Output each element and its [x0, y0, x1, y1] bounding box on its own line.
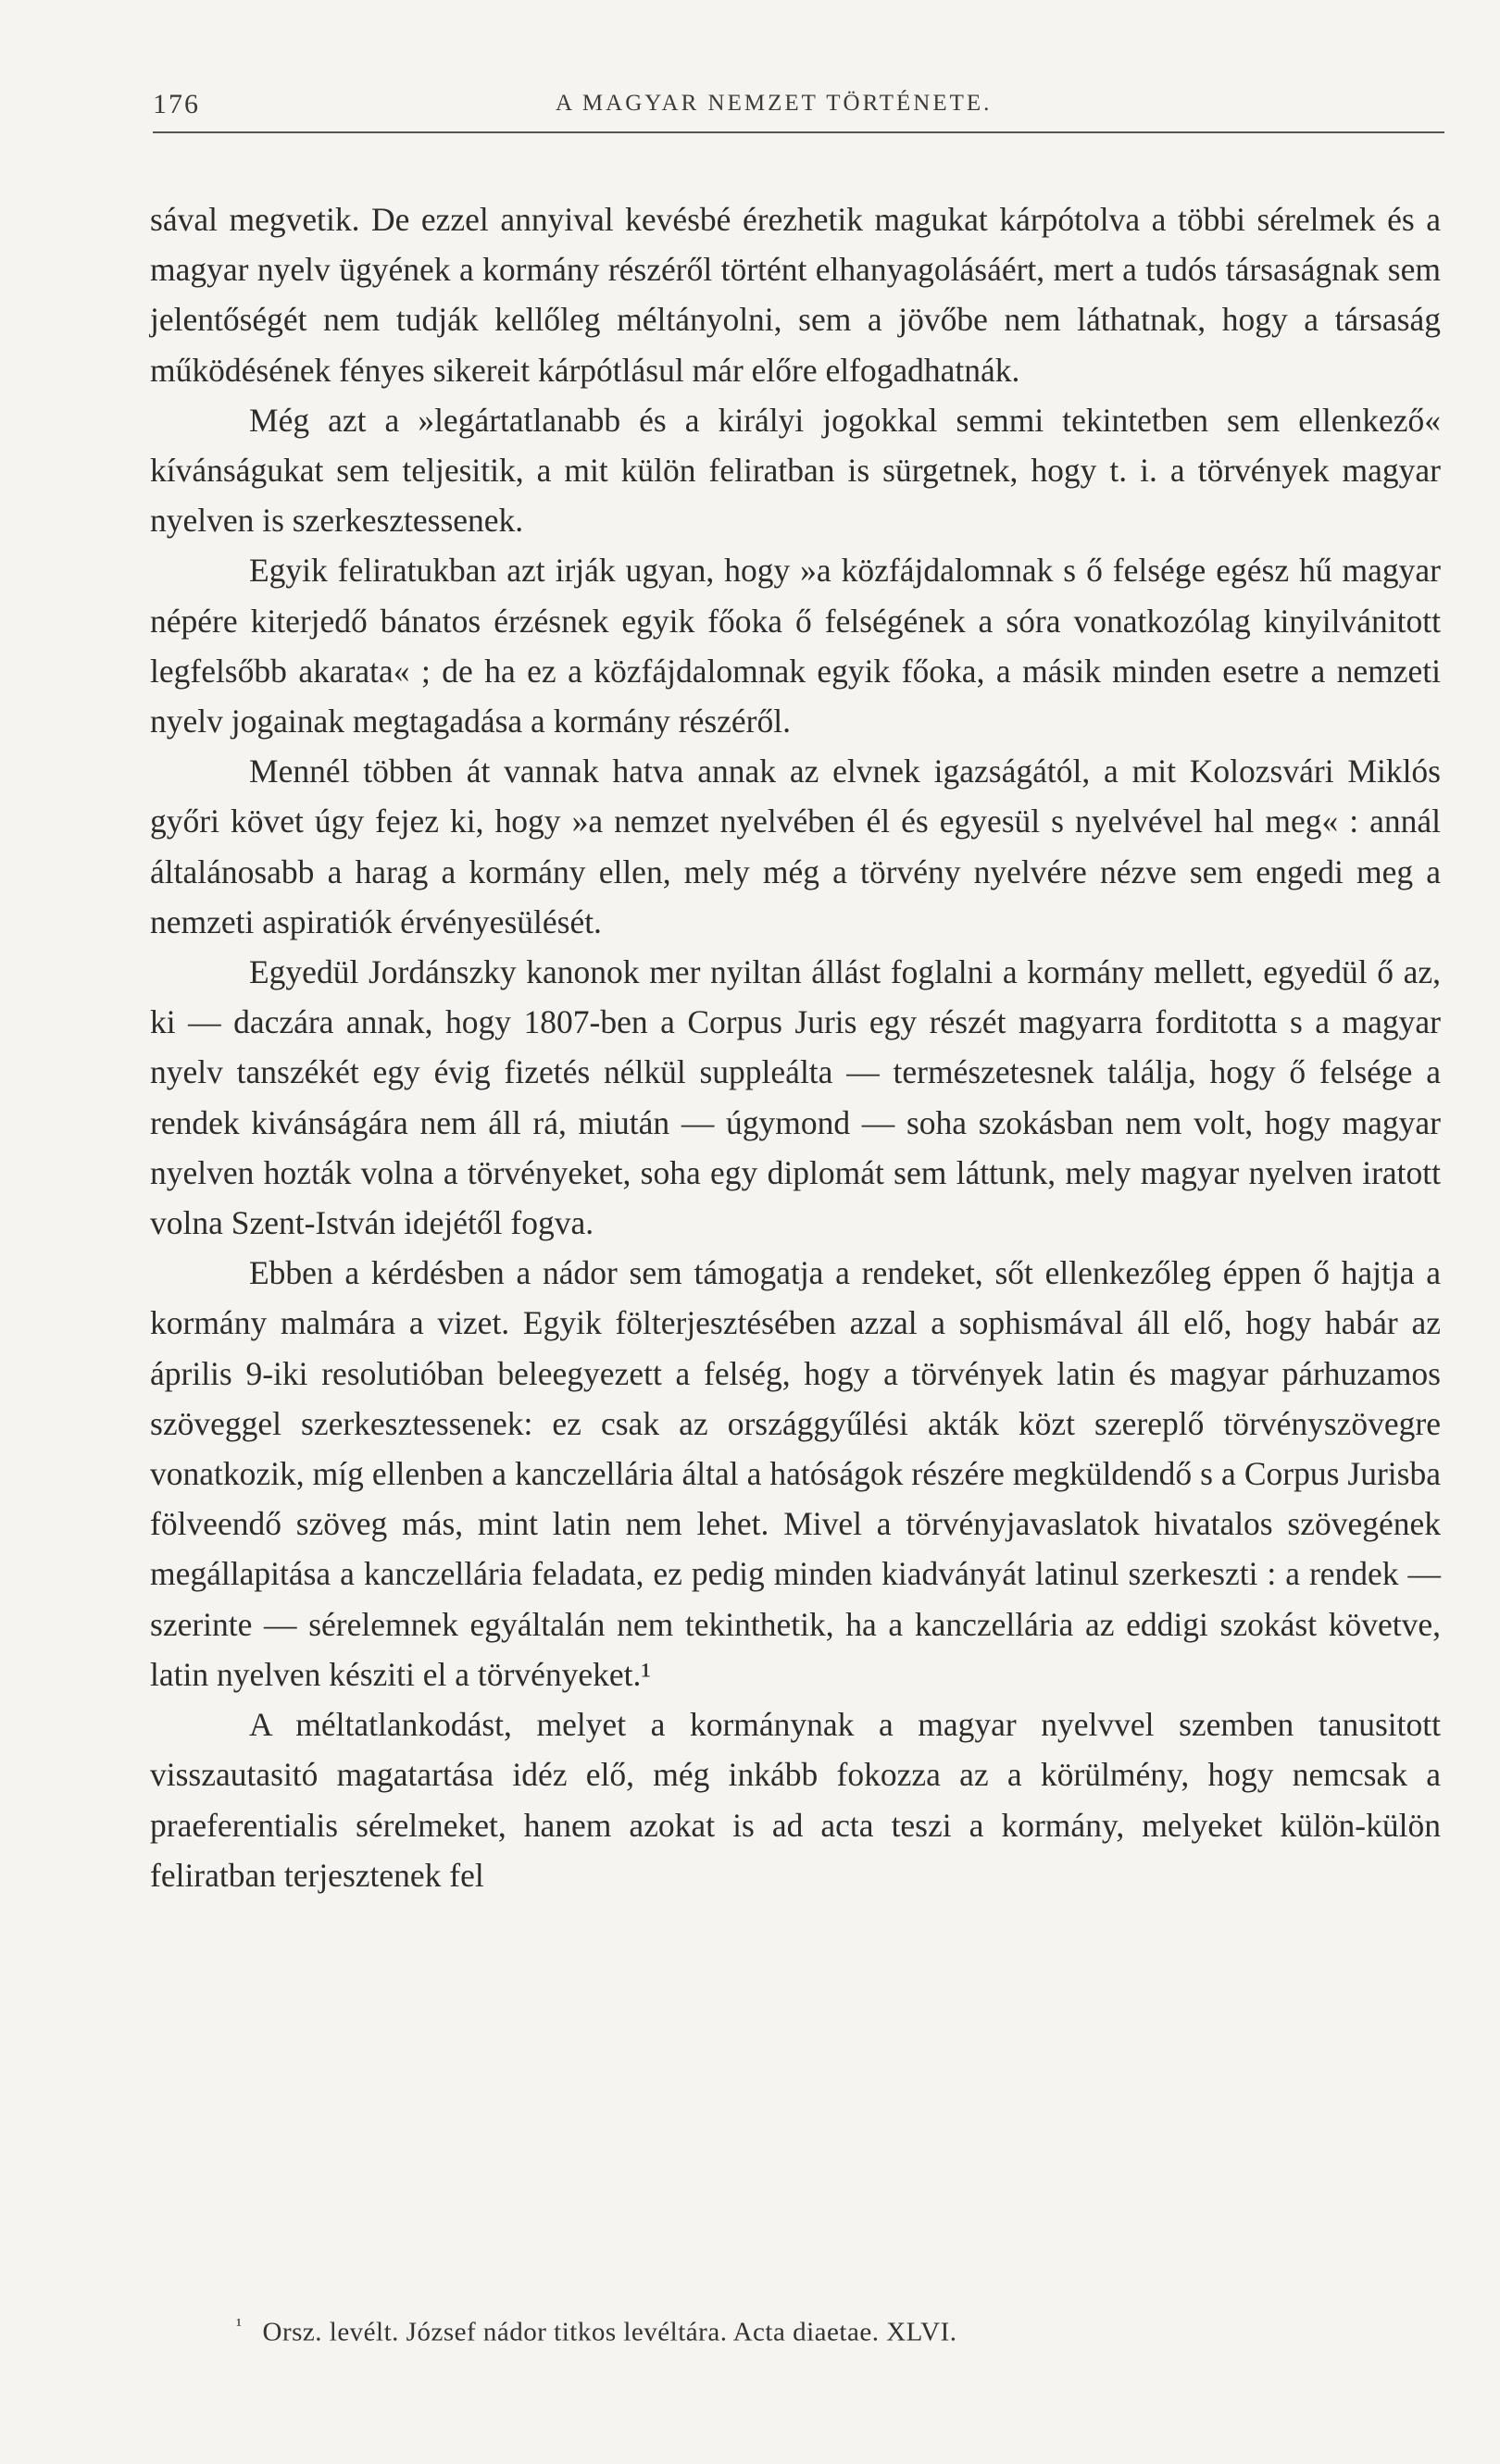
footnote-text: Orsz. levélt. József nádor titkos levéltára. Acta diaetae. XLVI. — [262, 2317, 957, 2347]
paragraph: Mennél többen át vannak hatva annak az elvnek igazságától, a mit Kolozsvári Miklós győri követ úgy fejez ki, hogy »a nemzet nyelvében él és egyesül s nyelvével hal meg« : annál általánosabb a harag a kormány ellen, mely még a törvény nyelvére nézve sem engedi meg a nemzeti aspiratiók érvényesülését. — [150, 753, 1441, 940]
paragraph: Még azt a »legártatlanabb és a királyi jogokkal semmi tekintetben sem ellenkező« kívánságukat sem teljesitik, a mit külön feliratban is sürgetnek, hogy t. i. a törvények magyar nyelven is szerkesztessenek. — [150, 401, 1441, 540]
page-header — [153, 89, 1444, 135]
paragraph: Ebben a kérdésben a nádor sem támogatja a rendeket, sőt ellenkezőleg éppen ő hajtja a kormány malmára a vizet. Egyik fölterjesztésében azzal a sophismával áll elő, hogy habár az április 9-iki resolutióban beleegyezett a felség, hogy a törvények latin és magyar párhuzamos szöveggel szerkesztessenek: ez csak az országgyűlési akták közt szereplő törvényszövegre vonatkozik, míg ellenben a kanczellária által a hatóságok részére megküldendő s a Corpus Jurisba fölveendő szöveg más, mint latin nem lehet. Mivel a törvényjavaslatok hivatalos szövegének megállapitása a kanczellária feladata, ez pedig minden kiadványát latinul szerkeszti : a rendek — szerinte — sérelemnek egyáltalán nem tekinthetik, ha a kanczellária az eddigi szokást követve, latin nyelven késziti el a törvényeket.¹ — [150, 1254, 1441, 1693]
page-number: 176 — [153, 89, 200, 119]
paragraph: Egyik feliratukban azt irják ugyan, hogy »a közfájdalomnak s ő felsége egész hű magyar népére kiterjedő bánatos érzésnek egyik főoka ő felségének a sóra vonatkozólag kinyilvánitott legfelsőbb akarata« ; de ha ez a közfájdalomnak egyik főoka, a másik minden esetre a nemzeti nyelv jogainak megtagadása a kormány részéről. — [150, 552, 1441, 740]
main-text — [150, 194, 1441, 1900]
running-title: A MAGYAR NEMZET TÖRTÉNETE. — [556, 91, 993, 116]
paragraph: sával megvetik. De ezzel annyival kevésbé érezhetik magukat kárpótolva a többi sérelmek és a magyar nyelv ügyének a kormány részéről történt elhanyagolásáért, mert a tudós társaságnak sem jelentőségét nem tudják kellőleg méltányolni, sem a jövőbe nem láthatnak, hogy a társaság működésének fényes sikereit kárpótlásul már előre elfogadhatnák. — [150, 201, 1441, 389]
paragraph: Egyedül Jordánszky kanonok mer nyiltan állást foglalni a kormány mellett, egyedül ő az, ki — daczára annak, hogy 1807-ben a Corpus Juris egy részét magyarra forditotta s a magyar nyelv tanszékét egy évig fizetés nélkül suppleálta — természetesnek találja, hogy ő felsége a rendek kivánságára nem áll rá, miután — úgymond — soha szokásban nem volt, hogy magyar nyelven hozták volna a törvényeket, soha egy diplomát sem láttunk, mely magyar nyelven iratott volna Szent-István idejétől fogva. — [150, 953, 1441, 1242]
footnote-marker: ¹ — [236, 2315, 243, 2335]
header-rule — [153, 131, 1444, 133]
paragraph: A méltatlankodást, melyet a kormánynak a magyar nyelvvel szemben tanusitott visszautasitó magatartása idéz elő, még inkább fokozza az a körülmény, hogy nemcsak a praeferentialis sérelmeket, hanem azokat is ad acta teszi a kormány, melyeket külön-külön feliratban terjesztenek fel — [150, 1706, 1441, 1894]
footnote — [236, 2307, 1440, 2351]
